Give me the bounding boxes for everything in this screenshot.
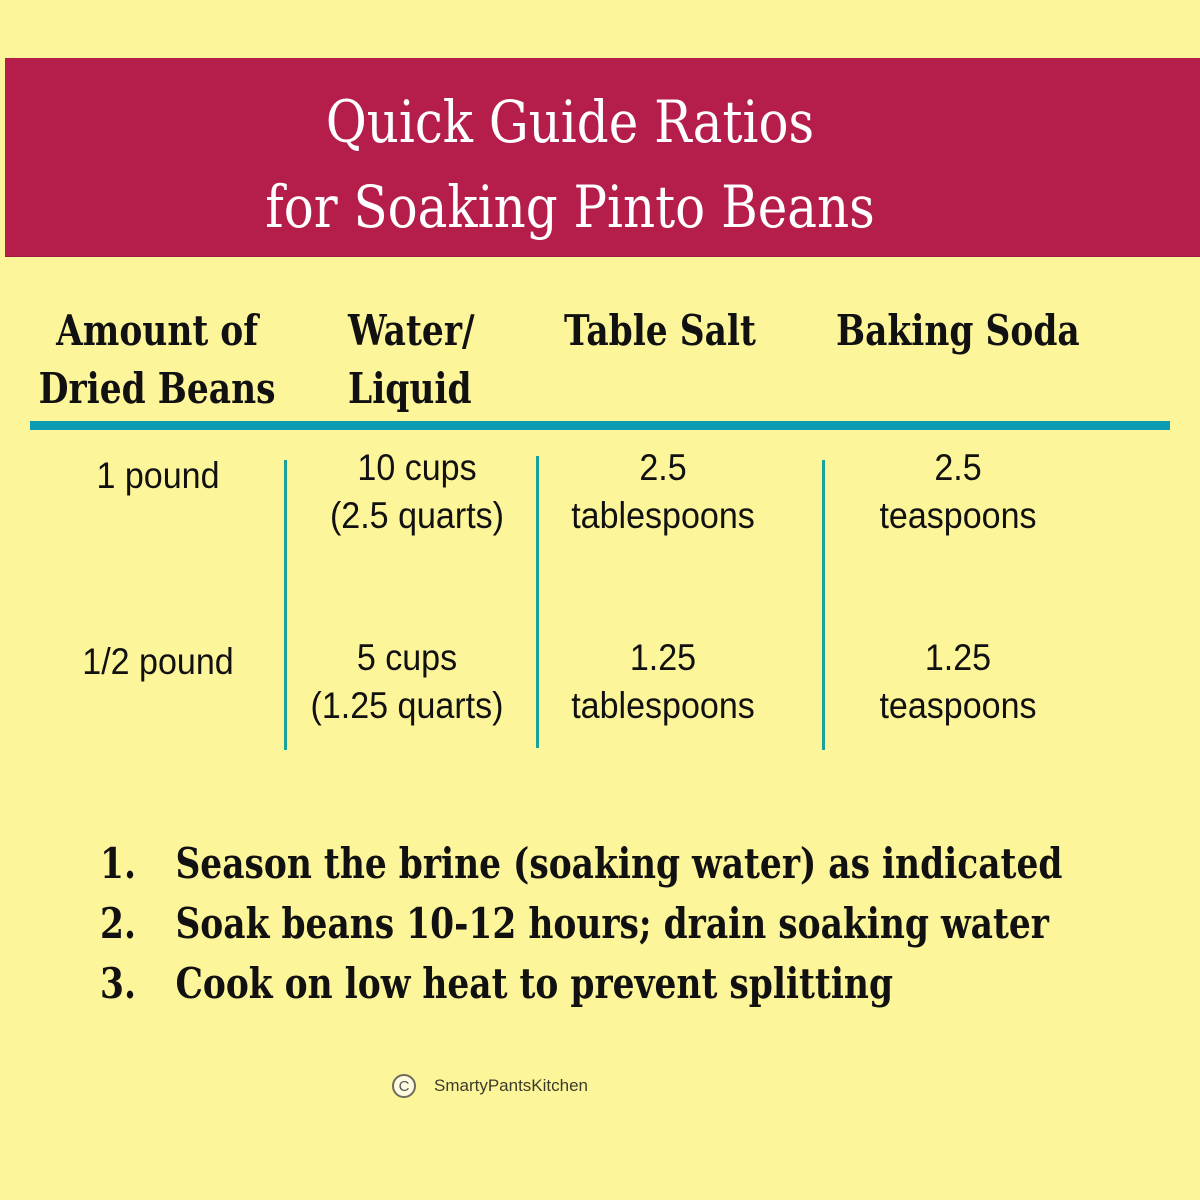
row2-water <box>290 634 524 730</box>
column-divider-2 <box>536 456 539 748</box>
step-number: 1. <box>100 839 136 888</box>
row1-soda-line1: 2.5 <box>934 447 982 488</box>
title-banner <box>5 58 1200 257</box>
step-item <box>100 894 1062 954</box>
column-divider-3 <box>822 460 825 750</box>
row2-salt <box>550 634 776 730</box>
column-divider-1 <box>284 460 287 750</box>
header-amount <box>30 302 284 418</box>
row1-amount <box>40 452 276 500</box>
header-soda-line1: Baking Soda <box>836 306 1080 355</box>
header-water-line1: Water/ <box>348 306 475 355</box>
row1-amount-text: 1 pound <box>96 455 220 496</box>
copyright-icon: C <box>392 1074 416 1098</box>
header-soda <box>836 302 1080 360</box>
step-text: Season the brine (soaking water) as indicated <box>175 839 1063 888</box>
row2-soda <box>840 634 1076 730</box>
row1-salt-line2: tablespoons <box>571 495 755 536</box>
header-rule <box>30 421 1170 430</box>
step-item <box>100 834 1062 894</box>
row1-water <box>300 444 534 540</box>
row2-salt-line1: 1.25 <box>629 637 697 678</box>
row2-amount-text: 1/2 pound <box>82 641 234 682</box>
row2-soda-line2: teaspoons <box>879 685 1037 726</box>
header-salt <box>564 302 756 360</box>
row2-soda-line1: 1.25 <box>924 637 992 678</box>
credit-line <box>392 1074 588 1098</box>
steps-list <box>100 834 1200 1014</box>
title-line-2: for Soaking Pinto Beans <box>265 173 875 241</box>
row1-salt-line1: 2.5 <box>639 447 687 488</box>
header-water <box>348 302 475 418</box>
row1-water-line1: 10 cups <box>357 447 477 488</box>
row1-soda <box>840 444 1076 540</box>
header-amount-line2: Dried Beans <box>38 364 276 413</box>
header-water-line2: Liquid <box>348 364 472 413</box>
row2-amount <box>40 638 276 686</box>
header-salt-line1: Table Salt <box>564 306 756 355</box>
header-amount-line1: Amount of <box>56 306 259 355</box>
step-text: Soak beans 10-12 hours; drain soaking water <box>175 899 1049 948</box>
row1-soda-line2: teaspoons <box>879 495 1037 536</box>
credit-text: SmartyPantsKitchen <box>434 1076 589 1095</box>
step-text: Cook on low heat to prevent splitting <box>175 959 894 1008</box>
step-number: 3. <box>100 959 136 1008</box>
row2-salt-line2: tablespoons <box>571 685 755 726</box>
title-line-1: Quick Guide Ratios <box>325 88 815 156</box>
row1-water-line2: (2.5 quarts) <box>329 495 505 536</box>
step-item <box>100 954 1062 1014</box>
row2-water-line2: (1.25 quarts) <box>310 685 504 726</box>
row2-water-line1: 5 cups <box>356 637 458 678</box>
row1-salt <box>550 444 776 540</box>
step-number: 2. <box>100 899 136 948</box>
